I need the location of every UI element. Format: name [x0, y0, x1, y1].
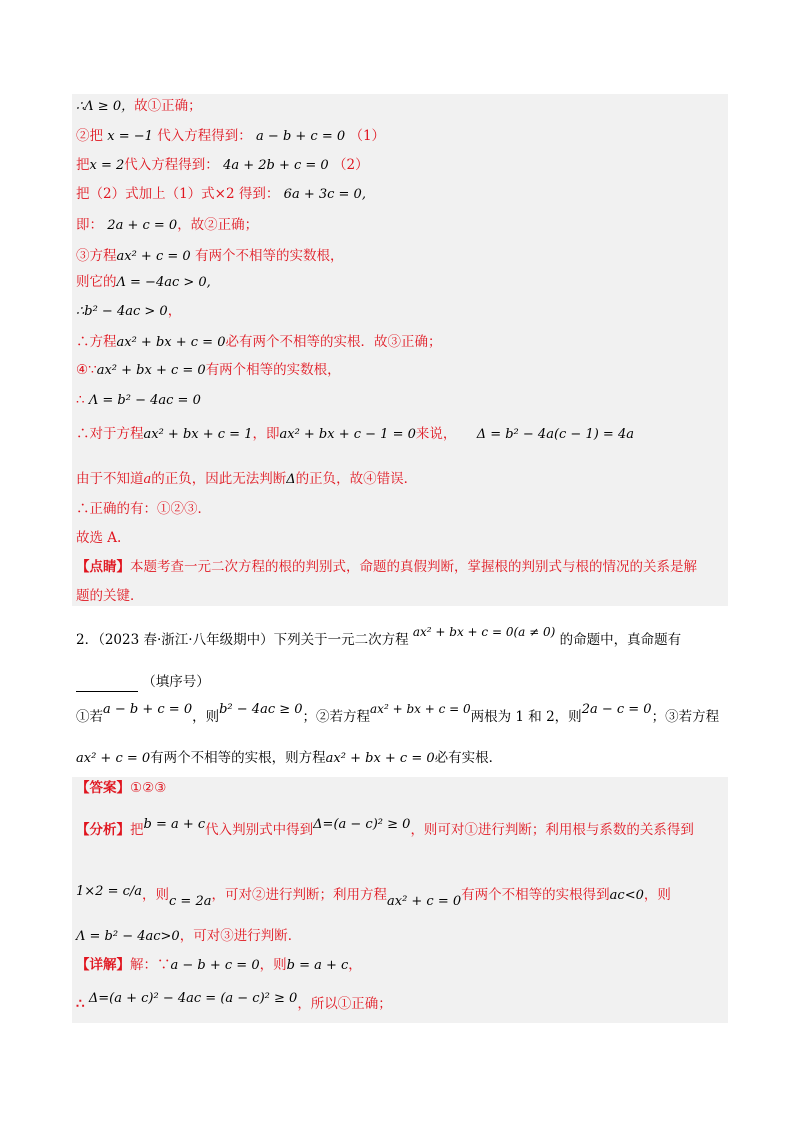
math: ax² + bx + c = 1 [143, 427, 253, 442]
detail-line-1 [76, 955, 362, 976]
math: 6a + 3c = 0, [283, 187, 366, 202]
text: 即： [76, 217, 103, 233]
solution-line-6 [76, 246, 343, 267]
math: Δ = b² − 4a(c − 1) = 4a [476, 427, 634, 442]
math: a − b + c = 0 [103, 702, 193, 717]
text: 把 [76, 157, 90, 173]
math: x = −1 [107, 129, 153, 144]
solution-line-5 [76, 215, 258, 236]
text: 有两个不相等的实根，则方程 [150, 750, 326, 766]
text: 题的关键． [76, 588, 144, 604]
math: ∴Λ ≥ 0， [76, 99, 135, 114]
text: ②把 [76, 128, 103, 144]
solution-line-15 [76, 528, 121, 548]
solution-line-14 [76, 499, 211, 519]
text: 解：∵ [130, 957, 171, 973]
math: 4a + 2b + c = 0 [223, 158, 329, 173]
text: ∴对于方程 [76, 426, 144, 442]
math: a − b + c = 0 [256, 129, 346, 144]
math: Δ [286, 472, 296, 487]
text: ③方程 [76, 248, 117, 264]
math: Λ = b² − 4ac>0 [76, 929, 180, 944]
math: ax² + bx + c = 0(a ≠ 0) [412, 625, 556, 639]
text: ①②③ [130, 780, 167, 796]
math: ax² + c = 0 [76, 751, 151, 766]
text: 的正负，因此无法判断 [151, 471, 287, 487]
solution-line-9 [76, 332, 441, 353]
math: Δ=(a + c)² − 4ac = (a − c)² ≥ 0 [88, 991, 298, 1006]
text: 把 [130, 822, 144, 838]
solution-line-10 [76, 360, 341, 381]
text: 由于不知道 [76, 471, 144, 487]
math: b = a + c [143, 817, 206, 832]
math: 2a − c = 0 [581, 702, 652, 717]
text: （1） [349, 128, 386, 144]
text: ④∵ [76, 362, 97, 378]
text: 则它的 [76, 274, 117, 290]
math: ax² + bx + c = 0 [325, 751, 435, 766]
solution-line-11 [76, 390, 201, 411]
tag-label: 【分析】 [76, 822, 130, 838]
text: ；②若方程 [302, 709, 371, 725]
text: 必有两个不相等的实根．故③正确； [225, 334, 442, 350]
text: ，故②正确； [177, 217, 259, 233]
math: a [143, 472, 152, 487]
math: a − b + c = 0 [170, 958, 260, 973]
text: ；③若方程 [651, 709, 720, 725]
question-line-1 [76, 625, 682, 650]
text: ∴方程 [76, 334, 117, 350]
solution-line-2 [76, 126, 385, 147]
tag-label: 【点睛】 [76, 559, 130, 575]
math: ax² + c = 0 [386, 894, 462, 909]
math: ax² + bx + c = 0 [96, 363, 206, 378]
text: 有两个不相等的实根得到 [461, 887, 610, 903]
answer-blank [76, 677, 138, 692]
math: b² − 4ac ≥ 0 [219, 702, 303, 717]
text: ∴ [76, 996, 85, 1012]
answer-line [76, 778, 166, 798]
text: 本题考查一元二次方程的根的判别式，命题的真假判断，掌握根的判别式与根的情况的关系是解 [130, 559, 697, 575]
text: 来说， [415, 426, 457, 442]
text: ，则 [192, 709, 220, 725]
math: c = 2a [169, 894, 212, 909]
text: 的命题中，真命题有 [559, 632, 682, 648]
solution-line-16 [76, 557, 697, 577]
text: ， [348, 957, 362, 973]
text: 故选 A. [76, 530, 122, 546]
text: ， [167, 303, 182, 319]
text: ∴正确的有：①②③． [76, 501, 211, 517]
math: Λ = b² − 4ac = 0 [88, 393, 201, 408]
question-line-2 [76, 672, 210, 692]
math: Δ=(a − c)² ≥ 0 [313, 817, 411, 832]
text: ，可对③进行判断． [179, 928, 302, 944]
math: 2a + c = 0 [107, 218, 178, 233]
math: ax² + bx + c − 1 = 0 [279, 427, 416, 442]
text: ，可对②进行判断；利用方程 [211, 887, 387, 903]
math: ∴b² − 4ac > 0 [76, 304, 168, 319]
solution-line-4 [76, 184, 366, 205]
text: ，则 [643, 887, 671, 903]
text: 的正负，故④错误． [295, 471, 418, 487]
solution-line-13 [76, 469, 417, 490]
analysis-line-3 [76, 926, 301, 947]
text: ，即 [252, 426, 280, 442]
math: ax² + c = 0 [116, 249, 191, 264]
text: 有两个不相等的实数根， [194, 248, 344, 264]
math: ac<0 [609, 888, 644, 903]
math: ax² + bx + c = 0 [116, 335, 226, 350]
solution-line-1 [76, 96, 202, 117]
text: （2） [333, 157, 369, 173]
text: ，所以①正确； [297, 996, 392, 1012]
tag-label: 【答案】 [76, 780, 130, 796]
math: Λ = −4ac > 0, [116, 275, 211, 290]
question-line-3 [76, 702, 720, 728]
tag-label: 【详解】 [76, 957, 130, 973]
math: ax² + bx + c = 0 [370, 702, 471, 716]
text: 必有实根． [434, 750, 503, 766]
text: ∴ [76, 392, 85, 408]
text: ①若 [76, 709, 103, 725]
text: ，则可对①进行判断；利用根与系数的关系得到 [410, 822, 694, 838]
text: 代入方程得到： [124, 157, 219, 173]
solution-line-3 [76, 155, 369, 176]
analysis-line-1 [76, 817, 694, 841]
text: 代入判别式中得到 [205, 822, 314, 838]
solution-line-7 [76, 272, 211, 293]
solution-line-8 [76, 301, 181, 322]
text: 2．（2023 春·浙江·八年级期中）下列关于一元二次方程 [76, 632, 409, 648]
solution-line-17 [76, 586, 144, 606]
text: 把（2）式加上（1）式×2 得到： [76, 186, 280, 202]
analysis-line-2 [76, 884, 671, 909]
math: b = a + c [286, 958, 349, 973]
question-line-4 [76, 748, 502, 769]
math: 1×2 = c/a [76, 884, 143, 899]
text: 有两个相等的实数根， [205, 362, 341, 378]
text: ，则 [142, 887, 170, 903]
math: x = 2 [89, 158, 125, 173]
text: 故①正确； [134, 98, 202, 114]
detail-line-2 [76, 991, 392, 1015]
text: （填序号） [142, 674, 210, 690]
solution-line-12 [76, 424, 634, 445]
text: 两根为 1 和 2，则 [470, 709, 582, 725]
text: 代入方程得到： [157, 128, 252, 144]
text: ，则 [259, 957, 287, 973]
